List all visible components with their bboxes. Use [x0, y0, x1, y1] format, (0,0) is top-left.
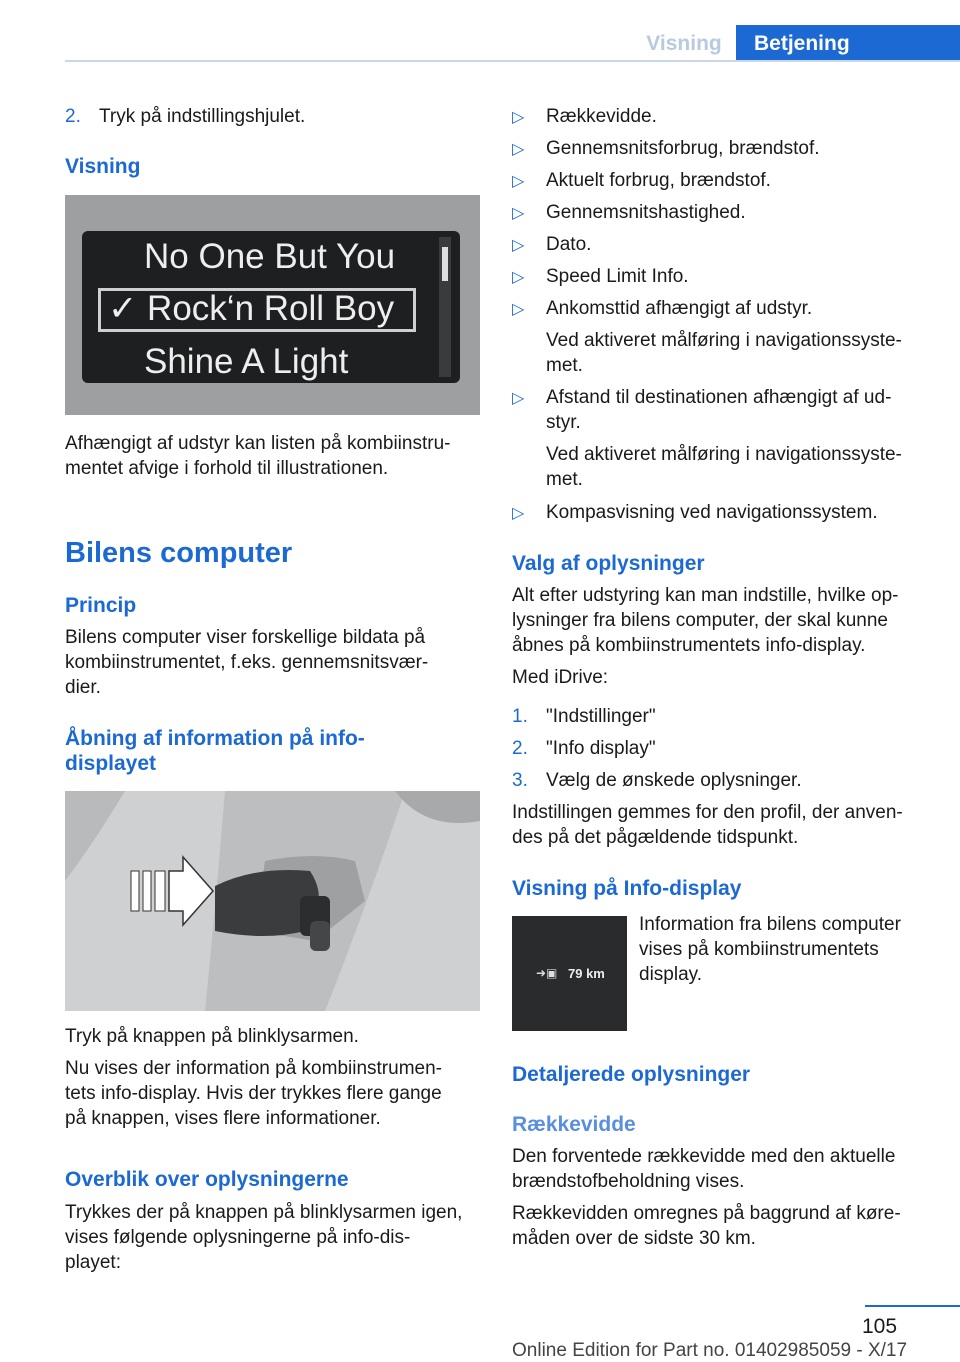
heading-detaljer: Detaljerede oplysninger	[512, 1063, 751, 1086]
nu-line-1: Nu vises der information på kombiinstrumen‐	[65, 1058, 442, 1079]
raekke-line-4: måden over de sidste 30 km.	[512, 1228, 756, 1249]
note-line-2: mentet afvige i forhold til illustrationen.	[65, 458, 389, 479]
valg-line-1: Alt efter udstyring kan man indstille, hvilke op‐	[512, 585, 899, 606]
display-scrollbar	[439, 237, 451, 377]
header-tab-betjening[interactable]: Betjening	[736, 25, 960, 62]
lever-illustration	[65, 791, 480, 1011]
bullet-item: ▷ Dato.	[512, 232, 591, 258]
bullet-sub-line: met.	[546, 355, 583, 376]
triangle-bullet-icon: ▷	[512, 269, 525, 286]
raekke-line-2: brændstofbeholdning vises.	[512, 1171, 745, 1192]
raekke-line-1: Den forventede rækkevidde med den aktuelle	[512, 1146, 896, 1167]
valg-line-3: åbnes på kombiinstrumentets info-display.	[512, 635, 866, 656]
info-line-2: vises på kombiinstrumentets	[639, 939, 879, 960]
info-display-image	[512, 916, 627, 1031]
bullet-item: ▷ Aktuelt forbrug, brændstof.	[512, 168, 771, 194]
bullet-item: ▷ Afstand til destinationen afhængigt af ud‐	[512, 385, 891, 411]
med-idrive: Med iDrive:	[512, 667, 609, 688]
triangle-bullet-icon: ▷	[512, 301, 525, 318]
valg-line-2: lysninger fra bilens computer, der skal kunne	[512, 610, 888, 631]
bullet-sub-line: Ved aktiveret målføring i navigationssyste‐	[546, 330, 902, 351]
idrive-step: 2. "Info display"	[512, 738, 656, 759]
display-line-3: Shine A Light	[144, 342, 349, 381]
heading-aabning-2: displayet	[65, 752, 157, 775]
note-line-1: Afhængigt af udstyr kan listen på kombiinstru‐	[65, 433, 451, 454]
heading-visning: Visning	[65, 155, 141, 178]
footer-rule	[865, 1305, 960, 1307]
bullet-item: ▷ Kompasvisning ved navigationssystem.	[512, 500, 878, 526]
heading-raekkevidde: Rækkevidde	[512, 1113, 636, 1136]
heading-overblik: Overblik over oplysningerne	[65, 1168, 349, 1191]
heading-visning-info: Visning på Info-display	[512, 877, 742, 900]
triangle-bullet-icon: ▷	[512, 173, 525, 190]
display-line-2: ✓ Rock‘n Roll Boy	[108, 289, 395, 328]
bullet-item: ▷ Speed Limit Info.	[512, 264, 689, 290]
bullet-item: ▷ Rækkevidde.	[512, 104, 657, 130]
heading-aabning-1: Åbning af information på info-	[65, 727, 365, 750]
princip-line-3: dier.	[65, 677, 101, 698]
overblik-line-2: vises følgende oplysningerne på info-dis‐	[65, 1227, 411, 1248]
idrive-step: 3. Vælg de ønskede oplysninger.	[512, 770, 802, 791]
display-line-1: No One But You	[144, 237, 396, 276]
overblik-line-3: playet:	[65, 1252, 121, 1273]
heading-bilens-computer: Bilens computer	[65, 537, 293, 569]
range-value: 79 km	[568, 966, 605, 981]
heading-princip: Princip	[65, 594, 137, 617]
info-line-3: display.	[639, 964, 703, 985]
fuel-range-icon: ➜▣	[536, 966, 558, 980]
triangle-bullet-icon: ▷	[512, 237, 525, 254]
bullet-item: ▷ Gennemsnitshastighed.	[512, 200, 746, 226]
instrument-display-image	[65, 195, 480, 415]
header-rule	[65, 60, 960, 62]
triangle-bullet-icon: ▷	[512, 505, 525, 522]
gem-line-1: Indstillingen gemmes for den profil, der anven‐	[512, 802, 903, 823]
bullet-item: ▷ Ankomsttid afhængigt af udstyr.	[512, 296, 812, 322]
princip-line-2: kombiinstrumentet, f.eks. gennemsnitsvær‐	[65, 652, 429, 673]
step-2: 2. Tryk på indstillingshjulet.	[65, 106, 306, 127]
bullet-sub-line: styr.	[546, 412, 581, 433]
heading-valg: Valg af oplysninger	[512, 552, 705, 575]
triangle-bullet-icon: ▷	[512, 205, 525, 222]
page-number: 105	[862, 1315, 898, 1338]
princip-line-1: Bilens computer viser forskellige bildata på	[65, 627, 426, 648]
nu-line-2: tets info-display. Hvis der trykkes flere gange	[65, 1083, 442, 1104]
display-scroll-thumb	[442, 247, 448, 281]
nu-line-3: på knappen, vises flere informationer.	[65, 1108, 381, 1129]
raekke-line-3: Rækkevidden omregnes på baggrund af køre‐	[512, 1203, 901, 1224]
triangle-bullet-icon: ▷	[512, 109, 525, 126]
footer-edition: Online Edition for Part no. 01402985059 - X/17	[512, 1340, 908, 1361]
tryk-text: Tryk på knappen på blinklysarmen.	[65, 1026, 359, 1047]
info-line-1: Information fra bilens computer	[639, 914, 901, 935]
header-tab-visning[interactable]: Visning	[646, 32, 722, 55]
turn-signal-lever-image	[65, 791, 480, 1011]
display-screen	[82, 231, 460, 383]
triangle-bullet-icon: ▷	[512, 390, 525, 407]
idrive-step: 1. "Indstillinger"	[512, 706, 656, 727]
gem-line-2: des på det pågældende tidspunkt.	[512, 827, 799, 848]
triangle-bullet-icon: ▷	[512, 141, 525, 158]
overblik-line-1: Trykkes der på knappen på blinklysarmen igen,	[65, 1202, 463, 1223]
bullet-item: ▷ Gennemsnitsforbrug, brændstof.	[512, 136, 820, 162]
bullet-sub-line: met.	[546, 469, 583, 490]
bullet-sub-line: Ved aktiveret målføring i navigationssyste‐	[546, 444, 902, 465]
